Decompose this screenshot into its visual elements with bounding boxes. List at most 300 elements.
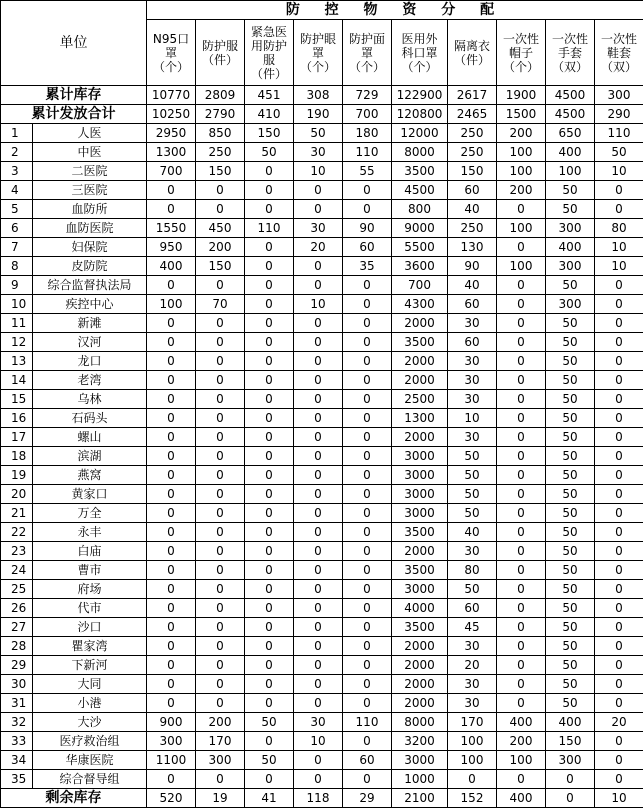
cell-value: 2809 [196, 86, 245, 105]
column-header-line: （个） [392, 60, 447, 74]
column-header [245, 20, 294, 86]
cell-value: 300 [546, 219, 595, 238]
cell-value: 90 [448, 257, 497, 276]
unit-name: 乌林 [33, 390, 147, 409]
cell-value: 100 [546, 162, 595, 181]
cell-value: 0 [595, 504, 643, 523]
table-row [1, 694, 643, 713]
cell-value: 0 [294, 257, 343, 276]
cell-value: 450 [196, 219, 245, 238]
table-row [1, 276, 643, 295]
cell-value: 3600 [392, 257, 448, 276]
row-number: 4 [1, 181, 33, 200]
table-row [1, 523, 643, 542]
cell-value: 150 [546, 732, 595, 751]
table-row [1, 333, 643, 352]
table-row [1, 561, 643, 580]
cell-value: 20 [448, 656, 497, 675]
cell-value: 0 [497, 675, 546, 694]
unit-name: 三医院 [33, 181, 147, 200]
table-row [1, 656, 643, 675]
unit-name: 疾控中心 [33, 295, 147, 314]
cell-value: 0 [196, 352, 245, 371]
cell-value: 0 [595, 561, 643, 580]
cell-value: 12000 [392, 124, 448, 143]
cell-value: 50 [546, 504, 595, 523]
cell-value: 150 [245, 124, 294, 143]
cell-value: 0 [497, 542, 546, 561]
cell-value: 40 [448, 200, 497, 219]
column-header-line: 防护面 [343, 32, 391, 46]
cell-value: 0 [196, 694, 245, 713]
unit-name: 下新河 [33, 656, 147, 675]
cell-value: 50 [448, 466, 497, 485]
cell-value: 800 [392, 200, 448, 219]
column-header-line: 帽子 [497, 46, 545, 60]
table-row [1, 770, 643, 789]
unit-name: 代市 [33, 599, 147, 618]
cell-value: 0 [294, 618, 343, 637]
cell-value: 70 [196, 295, 245, 314]
cell-value: 0 [147, 314, 196, 333]
column-header-line: 医用外 [392, 32, 447, 46]
cell-value: 0 [595, 181, 643, 200]
cell-value: 10 [294, 295, 343, 314]
cell-value: 150 [448, 162, 497, 181]
cell-value: 2100 [392, 789, 448, 808]
cell-value: 0 [343, 504, 392, 523]
cell-value: 60 [448, 599, 497, 618]
cell-value: 0 [595, 637, 643, 656]
cell-value: 20 [595, 713, 643, 732]
cell-value: 80 [448, 561, 497, 580]
cell-value: 30 [448, 428, 497, 447]
table-row [1, 466, 643, 485]
cell-value: 4300 [392, 295, 448, 314]
unit-name: 曹市 [33, 561, 147, 580]
row-number: 11 [1, 314, 33, 333]
cell-value: 400 [147, 257, 196, 276]
cell-value: 10 [294, 162, 343, 181]
cell-value: 50 [448, 447, 497, 466]
stock-row-label: 累计库存 [1, 86, 147, 105]
column-header [595, 20, 643, 86]
cell-value: 10 [595, 789, 643, 808]
cell-value: 0 [245, 447, 294, 466]
cell-value: 30 [448, 694, 497, 713]
column-header-line: （双） [546, 60, 594, 74]
row-number: 16 [1, 409, 33, 428]
cell-value: 0 [497, 333, 546, 352]
cell-value: 0 [343, 181, 392, 200]
unit-name: 万全 [33, 504, 147, 523]
cell-value: 0 [343, 390, 392, 409]
cell-value: 0 [245, 523, 294, 542]
unit-name: 龙口 [33, 352, 147, 371]
cell-value: 0 [245, 485, 294, 504]
cell-value: 100 [497, 751, 546, 770]
remaining-row [1, 789, 643, 808]
cell-value: 2000 [392, 656, 448, 675]
column-header [546, 20, 595, 86]
cell-value: 0 [294, 580, 343, 599]
cell-value: 0 [245, 276, 294, 295]
cell-value: 0 [497, 314, 546, 333]
cell-value: 0 [294, 485, 343, 504]
table-row [1, 618, 643, 637]
cell-value: 0 [497, 580, 546, 599]
cell-value: 200 [196, 713, 245, 732]
cell-value: 700 [343, 105, 392, 124]
cell-value: 8000 [392, 143, 448, 162]
cell-value: 0 [343, 561, 392, 580]
cell-value: 300 [196, 751, 245, 770]
cell-value: 0 [497, 599, 546, 618]
issued-row-label: 累计发放合计 [1, 105, 147, 124]
cell-value: 0 [497, 561, 546, 580]
unit-name: 小港 [33, 694, 147, 713]
cell-value: 30 [448, 637, 497, 656]
cell-value: 0 [147, 200, 196, 219]
cell-value: 50 [546, 523, 595, 542]
cell-value: 0 [595, 485, 643, 504]
cell-value: 200 [497, 181, 546, 200]
cell-value: 2000 [392, 371, 448, 390]
cell-value: 0 [245, 618, 294, 637]
column-header [343, 20, 392, 86]
cell-value: 300 [546, 257, 595, 276]
cell-value: 0 [343, 276, 392, 295]
cell-value: 100 [147, 295, 196, 314]
cell-value: 30 [294, 143, 343, 162]
cell-value: 0 [245, 200, 294, 219]
cell-value: 0 [343, 732, 392, 751]
unit-header: 单位 [1, 1, 147, 86]
cell-value: 30 [294, 219, 343, 238]
cell-value: 0 [196, 599, 245, 618]
cell-value: 0 [245, 770, 294, 789]
column-header-line: 隔离衣 [448, 39, 496, 53]
cell-value: 0 [294, 181, 343, 200]
table-row [1, 295, 643, 314]
cell-value: 60 [343, 751, 392, 770]
cell-value: 150 [196, 257, 245, 276]
cell-value: 0 [343, 656, 392, 675]
cell-value: 250 [448, 143, 497, 162]
table-row [1, 713, 643, 732]
cell-value: 8000 [392, 713, 448, 732]
cell-value: 0 [147, 675, 196, 694]
cell-value: 0 [343, 675, 392, 694]
cell-value: 0 [147, 504, 196, 523]
cell-value: 50 [448, 485, 497, 504]
unit-name: 永丰 [33, 523, 147, 542]
cell-value: 0 [245, 333, 294, 352]
cell-value: 0 [497, 352, 546, 371]
cell-value: 0 [147, 428, 196, 447]
cell-value: 650 [546, 124, 595, 143]
row-number: 14 [1, 371, 33, 390]
cell-value: 0 [245, 580, 294, 599]
cell-value: 0 [245, 561, 294, 580]
cell-value: 120800 [392, 105, 448, 124]
cell-value: 0 [294, 314, 343, 333]
cell-value: 2000 [392, 428, 448, 447]
unit-name: 燕窝 [33, 466, 147, 485]
cell-value: 0 [196, 504, 245, 523]
cell-value: 0 [245, 675, 294, 694]
row-number: 23 [1, 542, 33, 561]
row-number: 13 [1, 352, 33, 371]
table-row [1, 162, 643, 181]
cell-value: 50 [546, 694, 595, 713]
cell-value: 0 [497, 409, 546, 428]
cell-value: 1300 [392, 409, 448, 428]
cell-value: 0 [294, 371, 343, 390]
cell-value: 0 [196, 618, 245, 637]
cell-value: 0 [294, 447, 343, 466]
cell-value: 0 [196, 314, 245, 333]
table-row [1, 751, 643, 770]
cell-value: 0 [196, 428, 245, 447]
row-number: 17 [1, 428, 33, 447]
cell-value: 410 [245, 105, 294, 124]
table-title: 防 控 物 资 分 配 [147, 1, 643, 20]
column-header-line: 紧急医 [245, 25, 293, 39]
cell-value: 2000 [392, 314, 448, 333]
unit-name: 白庙 [33, 542, 147, 561]
column-header-line: 罩 [147, 46, 195, 60]
cell-value: 35 [343, 257, 392, 276]
cell-value: 0 [343, 428, 392, 447]
cell-value: 0 [448, 770, 497, 789]
cell-value: 451 [245, 86, 294, 105]
cell-value: 0 [245, 409, 294, 428]
cell-value: 30 [448, 314, 497, 333]
cell-value: 0 [147, 409, 196, 428]
cell-value: 0 [245, 390, 294, 409]
cell-value: 20 [294, 238, 343, 257]
cell-value: 0 [147, 561, 196, 580]
cell-value: 50 [546, 447, 595, 466]
cell-value: 700 [392, 276, 448, 295]
column-header-line: 服 [245, 53, 293, 67]
column-header [392, 20, 448, 86]
row-number: 12 [1, 333, 33, 352]
cell-value: 118 [294, 789, 343, 808]
cell-value: 0 [497, 523, 546, 542]
unit-name: 滨湖 [33, 447, 147, 466]
unit-name: 皮防院 [33, 257, 147, 276]
stock-row [1, 86, 643, 105]
cell-value: 0 [595, 200, 643, 219]
cell-value: 0 [546, 789, 595, 808]
cell-value: 0 [294, 333, 343, 352]
cell-value: 0 [294, 694, 343, 713]
cell-value: 0 [343, 409, 392, 428]
remaining-row-label: 剩余库存 [1, 789, 147, 808]
cell-value: 2000 [392, 542, 448, 561]
cell-value: 0 [595, 656, 643, 675]
table-row [1, 200, 643, 219]
cell-value: 0 [196, 580, 245, 599]
column-header-line: （件） [448, 53, 496, 67]
row-number: 26 [1, 599, 33, 618]
table-row [1, 580, 643, 599]
cell-value: 0 [343, 599, 392, 618]
cell-value: 50 [546, 428, 595, 447]
cell-value: 0 [245, 466, 294, 485]
cell-value: 1000 [392, 770, 448, 789]
cell-value: 122900 [392, 86, 448, 105]
cell-value: 0 [497, 656, 546, 675]
cell-value: 3200 [392, 732, 448, 751]
cell-value: 3500 [392, 523, 448, 542]
cell-value: 50 [448, 580, 497, 599]
table-row [1, 732, 643, 751]
cell-value: 30 [448, 352, 497, 371]
column-header-line: （件） [245, 67, 293, 81]
cell-value: 0 [147, 485, 196, 504]
cell-value: 29 [343, 789, 392, 808]
cell-value: 30 [448, 371, 497, 390]
cell-value: 19 [196, 789, 245, 808]
cell-value: 0 [245, 599, 294, 618]
cell-value: 0 [294, 637, 343, 656]
row-number: 20 [1, 485, 33, 504]
cell-value: 0 [196, 656, 245, 675]
cell-value: 100 [448, 751, 497, 770]
row-number: 33 [1, 732, 33, 751]
cell-value: 0 [595, 618, 643, 637]
cell-value: 100 [448, 732, 497, 751]
cell-value: 200 [196, 238, 245, 257]
cell-value: 10 [595, 238, 643, 257]
cell-value: 50 [245, 143, 294, 162]
cell-value: 0 [147, 523, 196, 542]
row-number: 22 [1, 523, 33, 542]
cell-value: 0 [245, 295, 294, 314]
cell-value: 50 [546, 542, 595, 561]
cell-value: 50 [546, 200, 595, 219]
cell-value: 0 [343, 770, 392, 789]
cell-value: 0 [595, 314, 643, 333]
cell-value: 80 [595, 219, 643, 238]
cell-value: 170 [448, 713, 497, 732]
cell-value: 0 [147, 694, 196, 713]
row-number: 10 [1, 295, 33, 314]
cell-value: 0 [147, 599, 196, 618]
cell-value: 50 [546, 352, 595, 371]
cell-value: 0 [294, 656, 343, 675]
cell-value: 0 [196, 466, 245, 485]
cell-value: 5500 [392, 238, 448, 257]
cell-value: 0 [497, 428, 546, 447]
row-number: 29 [1, 656, 33, 675]
cell-value: 2000 [392, 694, 448, 713]
cell-value: 60 [343, 238, 392, 257]
cell-value: 50 [546, 485, 595, 504]
cell-value: 0 [196, 200, 245, 219]
cell-value: 0 [245, 238, 294, 257]
table-row [1, 124, 643, 143]
cell-value: 0 [294, 409, 343, 428]
cell-value: 0 [595, 732, 643, 751]
cell-value: 0 [294, 561, 343, 580]
column-header-line: 科口罩 [392, 46, 447, 60]
cell-value: 950 [147, 238, 196, 257]
cell-value: 100 [497, 143, 546, 162]
cell-value: 0 [595, 599, 643, 618]
cell-value: 0 [294, 200, 343, 219]
cell-value: 850 [196, 124, 245, 143]
cell-value: 110 [245, 219, 294, 238]
cell-value: 200 [497, 124, 546, 143]
cell-value: 0 [196, 542, 245, 561]
unit-name: 华康医院 [33, 751, 147, 770]
cell-value: 0 [245, 637, 294, 656]
column-header-line: （个） [294, 60, 342, 74]
cell-value: 0 [147, 352, 196, 371]
cell-value: 50 [546, 333, 595, 352]
row-number: 6 [1, 219, 33, 238]
cell-value: 4500 [546, 105, 595, 124]
cell-value: 4500 [546, 86, 595, 105]
cell-value: 0 [294, 428, 343, 447]
unit-name: 中医 [33, 143, 147, 162]
cell-value: 0 [343, 637, 392, 656]
cell-value: 0 [196, 523, 245, 542]
cell-value: 0 [595, 542, 643, 561]
cell-value: 150 [196, 162, 245, 181]
cell-value: 0 [595, 523, 643, 542]
column-header-line: 用防护 [245, 39, 293, 53]
cell-value: 200 [497, 732, 546, 751]
unit-name: 血防所 [33, 200, 147, 219]
cell-value: 4500 [392, 181, 448, 200]
table-row [1, 314, 643, 333]
row-number: 3 [1, 162, 33, 181]
cell-value: 30 [448, 390, 497, 409]
cell-value: 0 [245, 352, 294, 371]
cell-value: 0 [595, 333, 643, 352]
cell-value: 0 [294, 466, 343, 485]
cell-value: 0 [497, 276, 546, 295]
cell-value: 0 [343, 618, 392, 637]
cell-value: 0 [196, 637, 245, 656]
cell-value: 520 [147, 789, 196, 808]
issued-row [1, 105, 643, 124]
cell-value: 0 [343, 542, 392, 561]
table-row [1, 599, 643, 618]
cell-value: 0 [595, 694, 643, 713]
row-number: 31 [1, 694, 33, 713]
cell-value: 0 [196, 485, 245, 504]
cell-value: 3500 [392, 162, 448, 181]
cell-value: 100 [497, 257, 546, 276]
cell-value: 9000 [392, 219, 448, 238]
cell-value: 0 [245, 181, 294, 200]
cell-value: 0 [196, 181, 245, 200]
cell-value: 0 [343, 200, 392, 219]
cell-value: 90 [343, 219, 392, 238]
cell-value: 0 [497, 466, 546, 485]
cell-value: 0 [497, 694, 546, 713]
column-header-line: 手套 [546, 46, 594, 60]
cell-value: 50 [546, 409, 595, 428]
column-header-line: 一次性 [497, 32, 545, 46]
cell-value: 250 [196, 143, 245, 162]
